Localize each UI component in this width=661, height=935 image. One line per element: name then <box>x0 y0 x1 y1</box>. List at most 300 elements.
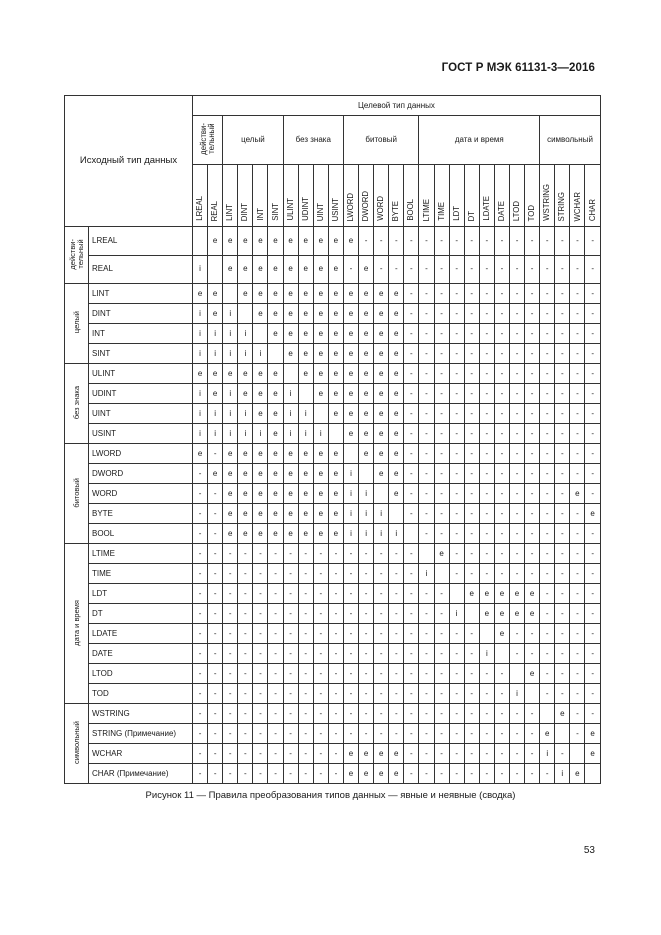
conversion-cell: - <box>555 504 570 524</box>
conversion-cell: - <box>570 255 585 284</box>
conversion-cell: - <box>193 724 208 744</box>
conversion-cell: e <box>343 344 358 364</box>
conversion-cell: - <box>419 344 434 364</box>
conversion-cell: - <box>464 644 479 664</box>
conversion-cell: e <box>343 764 358 784</box>
table-row <box>65 584 601 604</box>
conversion-cell: - <box>434 324 449 344</box>
conversion-cell: - <box>570 544 585 564</box>
conversion-cell: - <box>464 255 479 284</box>
conversion-cell: - <box>374 584 389 604</box>
source-group-header <box>65 284 89 364</box>
target-type-label: UDINT <box>300 197 310 221</box>
conversion-cell: e <box>298 464 313 484</box>
target-type-header <box>238 165 253 227</box>
conversion-cell: - <box>313 544 328 564</box>
conversion-cell: - <box>404 644 419 664</box>
conversion-cell: - <box>540 464 555 484</box>
conversion-cell: - <box>328 564 343 584</box>
conversion-cell: - <box>479 324 494 344</box>
target-type-header <box>464 165 479 227</box>
conversion-cell: - <box>238 664 253 684</box>
target-group-label: действи- тельный <box>198 123 216 155</box>
conversion-cell: - <box>494 704 509 724</box>
conversion-cell: - <box>253 764 268 784</box>
conversion-cell: - <box>193 744 208 764</box>
conversion-cell: e <box>525 584 540 604</box>
conversion-cell: e <box>328 484 343 504</box>
conversion-cell: - <box>555 604 570 624</box>
conversion-cell: e <box>585 724 600 744</box>
conversion-cell: - <box>359 544 374 564</box>
conversion-cell: - <box>404 324 419 344</box>
conversion-cell: e <box>283 524 298 544</box>
conversion-cell: - <box>404 227 419 256</box>
table-row <box>65 484 601 504</box>
conversion-cell: - <box>509 644 524 664</box>
source-type-label: SINT <box>89 344 193 364</box>
source-group-label: целый <box>71 311 81 334</box>
conversion-cell: i <box>298 404 313 424</box>
table-row <box>65 664 601 684</box>
conversion-cell: - <box>479 564 494 584</box>
conversion-cell: - <box>570 404 585 424</box>
conversion-cell: - <box>283 704 298 724</box>
conversion-cell: i <box>359 504 374 524</box>
conversion-cell: - <box>464 424 479 444</box>
conversion-cell: - <box>389 704 404 724</box>
conversion-cell: - <box>570 324 585 344</box>
conversion-cell: e <box>389 444 404 464</box>
source-group-label: дата и время <box>71 599 81 646</box>
conversion-cell: - <box>494 344 509 364</box>
conversion-cell: e <box>343 424 358 444</box>
conversion-cell: - <box>449 444 464 464</box>
conversion-cell: - <box>479 404 494 424</box>
conversion-cell: - <box>525 624 540 644</box>
target-type-label: LTIME <box>421 198 431 221</box>
conversion-cell: - <box>479 684 494 704</box>
conversion-cell: e <box>343 284 358 304</box>
conversion-cell: e <box>283 227 298 256</box>
source-type-label: LWORD <box>89 444 193 464</box>
conversion-cell: - <box>419 404 434 424</box>
conversion-cell: e <box>359 424 374 444</box>
conversion-cell: - <box>253 724 268 744</box>
conversion-cell: - <box>449 764 464 784</box>
table-row <box>65 464 601 484</box>
conversion-cell: e <box>238 444 253 464</box>
conversion-cell: i <box>449 604 464 624</box>
conversion-cell: - <box>494 504 509 524</box>
conversion-cell: e <box>298 444 313 464</box>
conversion-cell: i <box>193 304 208 324</box>
target-type-header <box>449 165 464 227</box>
conversion-cell: - <box>389 684 404 704</box>
conversion-cell: e <box>389 324 404 344</box>
conversion-cell: e <box>223 255 238 284</box>
target-type-title: Целевой тип данных <box>193 96 601 116</box>
conversion-cell: e <box>238 384 253 404</box>
conversion-cell: - <box>208 504 223 524</box>
table-row <box>65 524 601 544</box>
conversion-cell: - <box>298 664 313 684</box>
conversion-cell: - <box>434 304 449 324</box>
conversion-cell: - <box>509 484 524 504</box>
conversion-cell: - <box>585 284 600 304</box>
target-type-header <box>570 165 585 227</box>
target-type-label: DT <box>466 210 476 221</box>
conversion-cell: e <box>253 504 268 524</box>
conversion-cell: - <box>585 304 600 324</box>
source-group-label: без знака <box>71 385 81 420</box>
target-type-header <box>419 165 434 227</box>
conversion-cell: e <box>434 544 449 564</box>
conversion-cell: - <box>555 664 570 684</box>
conversion-cell: e <box>253 444 268 464</box>
conversion-cell: e <box>328 504 343 524</box>
conversion-cell: - <box>509 284 524 304</box>
target-type-label: ULINT <box>285 198 295 221</box>
conversion-cell: - <box>268 604 283 624</box>
conversion-cell: - <box>343 255 358 284</box>
conversion-cell: - <box>374 644 389 664</box>
conversion-cell: - <box>238 584 253 604</box>
conversion-cell <box>389 504 404 524</box>
conversion-cell: - <box>449 744 464 764</box>
conversion-cell: - <box>434 704 449 724</box>
conversion-cell <box>434 564 449 584</box>
conversion-cell: i <box>223 304 238 324</box>
conversion-cell: - <box>193 624 208 644</box>
conversion-cell: - <box>479 744 494 764</box>
conversion-cell: - <box>193 644 208 664</box>
conversion-cell: - <box>208 444 223 464</box>
conversion-cell: - <box>449 284 464 304</box>
conversion-cell: - <box>525 384 540 404</box>
conversion-cell: e <box>238 524 253 544</box>
conversion-cell: - <box>238 644 253 664</box>
conversion-cell: - <box>464 764 479 784</box>
table-row <box>65 344 601 364</box>
target-type-header <box>389 165 404 227</box>
target-title-row <box>65 96 601 116</box>
source-group-label: битовый <box>71 477 81 508</box>
conversion-cell: - <box>479 364 494 384</box>
conversion-cell: - <box>313 644 328 664</box>
conversion-cell: - <box>404 764 419 784</box>
conversion-cell: - <box>328 664 343 684</box>
conversion-cell: - <box>555 227 570 256</box>
conversion-cell: - <box>525 524 540 544</box>
conversion-cell: - <box>585 544 600 564</box>
conversion-cell: - <box>343 624 358 644</box>
target-type-label: LDT <box>451 206 461 221</box>
conversion-cell: - <box>494 724 509 744</box>
conversion-cell: e <box>343 364 358 384</box>
conversion-cell: - <box>298 764 313 784</box>
target-type-label: INT <box>255 208 265 221</box>
conversion-cell: e <box>374 444 389 464</box>
conversion-cell: - <box>585 324 600 344</box>
target-type-label: CHAR <box>587 198 597 221</box>
conversion-cell: e <box>585 504 600 524</box>
conversion-cell <box>464 604 479 624</box>
conversion-cell: e <box>298 227 313 256</box>
conversion-cell: - <box>525 404 540 424</box>
conversion-cell: - <box>359 624 374 644</box>
conversion-cell: - <box>193 484 208 504</box>
conversion-cell: e <box>374 344 389 364</box>
conversion-cell: - <box>509 255 524 284</box>
conversion-cell: - <box>509 364 524 384</box>
target-type-label: WSTRING <box>542 184 552 221</box>
conversion-cell: e <box>268 424 283 444</box>
conversion-cell: - <box>328 704 343 724</box>
conversion-cell: e <box>389 464 404 484</box>
conversion-cell: e <box>283 344 298 364</box>
conversion-cell: e <box>389 424 404 444</box>
conversion-cell: - <box>479 444 494 464</box>
conversion-cell: - <box>555 464 570 484</box>
conversion-cell: i <box>223 404 238 424</box>
conversion-cell: - <box>540 255 555 284</box>
conversion-cell: e <box>238 364 253 384</box>
conversion-cell: e <box>223 504 238 524</box>
conversion-cell: - <box>343 564 358 584</box>
target-type-label: WORD <box>376 196 386 221</box>
table-row <box>65 644 601 664</box>
conversion-cell: e <box>283 324 298 344</box>
conversion-cell: - <box>238 564 253 584</box>
conversion-cell: - <box>419 524 434 544</box>
conversion-cell: e <box>208 464 223 484</box>
conversion-cell: e <box>268 484 283 504</box>
source-type-label: TIME <box>89 564 193 584</box>
conversion-cell: - <box>343 684 358 704</box>
conversion-cell: - <box>494 424 509 444</box>
conversion-cell: - <box>494 544 509 564</box>
conversion-cell: - <box>464 564 479 584</box>
table-row <box>65 724 601 744</box>
conversion-cell: - <box>449 304 464 324</box>
conversion-cell: - <box>464 704 479 724</box>
conversion-cell: - <box>525 464 540 484</box>
conversion-cell: - <box>494 304 509 324</box>
target-type-label: LTOD <box>512 200 522 221</box>
conversion-cell: - <box>570 384 585 404</box>
conversion-cell: - <box>298 724 313 744</box>
conversion-cell: - <box>283 644 298 664</box>
conversion-cell: - <box>585 444 600 464</box>
conversion-cell: e <box>540 724 555 744</box>
conversion-cell: - <box>570 504 585 524</box>
conversion-cell: - <box>223 684 238 704</box>
target-type-header <box>328 165 343 227</box>
conversion-cell: - <box>525 544 540 564</box>
conversion-cell: e <box>223 484 238 504</box>
table-row <box>65 304 601 324</box>
conversion-cell: - <box>540 364 555 384</box>
source-type-title: Исходный тип данных <box>65 96 193 227</box>
conversion-cell: - <box>238 684 253 704</box>
conversion-cell: e <box>328 304 343 324</box>
conversion-cell: - <box>479 384 494 404</box>
conversion-cell: - <box>208 764 223 784</box>
conversion-cell: - <box>389 604 404 624</box>
conversion-cell: e <box>374 384 389 404</box>
conversion-cell: e <box>208 227 223 256</box>
conversion-cell: - <box>464 324 479 344</box>
conversion-cell: - <box>404 664 419 684</box>
conversion-cell: e <box>268 524 283 544</box>
conversion-cell: e <box>389 304 404 324</box>
conversion-cell: - <box>434 255 449 284</box>
conversion-cell: - <box>509 344 524 364</box>
conversion-cell: - <box>570 344 585 364</box>
conversion-cell: - <box>434 464 449 484</box>
conversion-cell: - <box>389 624 404 644</box>
conversion-cell: i <box>540 744 555 764</box>
source-group-header <box>65 227 89 284</box>
conversion-cell: - <box>540 544 555 564</box>
conversion-cell: - <box>389 724 404 744</box>
source-type-label: DINT <box>89 304 193 324</box>
conversion-cell: e <box>313 524 328 544</box>
conversion-cell: - <box>585 604 600 624</box>
conversion-cell: - <box>464 344 479 364</box>
conversion-cell: e <box>585 744 600 764</box>
conversion-cell: - <box>434 227 449 256</box>
conversion-cell: - <box>494 384 509 404</box>
conversion-cell: - <box>570 284 585 304</box>
source-type-label: WORD <box>89 484 193 504</box>
conversion-cell: - <box>359 724 374 744</box>
conversion-cell: i <box>283 404 298 424</box>
conversion-cell <box>540 704 555 724</box>
conversion-cell: - <box>359 604 374 624</box>
conversion-cell: e <box>389 344 404 364</box>
conversion-cell: - <box>419 255 434 284</box>
conversion-cell: - <box>464 524 479 544</box>
conversion-cell: - <box>449 504 464 524</box>
conversion-cell: - <box>509 724 524 744</box>
conversion-cell: i <box>208 424 223 444</box>
source-group-header <box>65 444 89 544</box>
conversion-cell: - <box>494 464 509 484</box>
conversion-cell <box>449 584 464 604</box>
conversion-cell: - <box>449 255 464 284</box>
conversion-cell: e <box>328 284 343 304</box>
conversion-cell: - <box>268 644 283 664</box>
conversion-cell: - <box>555 564 570 584</box>
conversion-cell <box>404 524 419 544</box>
conversion-cell: e <box>298 364 313 384</box>
conversion-cell: - <box>374 684 389 704</box>
table-row <box>65 444 601 464</box>
conversion-cell: - <box>223 764 238 784</box>
conversion-cell: - <box>494 484 509 504</box>
conversion-cell: i <box>238 324 253 344</box>
conversion-cell: e <box>479 584 494 604</box>
conversion-cell: - <box>509 304 524 324</box>
conversion-cell: - <box>193 684 208 704</box>
conversion-cell: i <box>419 564 434 584</box>
conversion-cell: i <box>208 344 223 364</box>
conversion-cell: - <box>389 664 404 684</box>
conversion-cell: - <box>434 744 449 764</box>
conversion-cell: - <box>525 504 540 524</box>
conversion-cell: - <box>404 684 419 704</box>
table-row <box>65 404 601 424</box>
source-type-label: LTIME <box>89 544 193 564</box>
conversion-cell: - <box>223 564 238 584</box>
conversion-cell: - <box>555 284 570 304</box>
conversion-cell: - <box>298 564 313 584</box>
conversion-cell: e <box>268 404 283 424</box>
conversion-cell: - <box>540 644 555 664</box>
conversion-cell: e <box>193 444 208 464</box>
conversion-cell: - <box>208 684 223 704</box>
conversion-cell: - <box>449 484 464 504</box>
conversion-cell: e <box>283 444 298 464</box>
conversion-cell: - <box>419 744 434 764</box>
conversion-cell: - <box>434 504 449 524</box>
conversion-cell: - <box>404 364 419 384</box>
conversion-cell: - <box>479 284 494 304</box>
conversion-cell: - <box>328 624 343 644</box>
conversion-cell: - <box>208 644 223 664</box>
source-type-label: INT <box>89 324 193 344</box>
conversion-cell: - <box>570 704 585 724</box>
conversion-cell: e <box>298 304 313 324</box>
conversion-cell: - <box>464 364 479 384</box>
conversion-cell: e <box>283 504 298 524</box>
conversion-cell: - <box>283 724 298 744</box>
conversion-cell: - <box>434 604 449 624</box>
conversion-cell: e <box>223 227 238 256</box>
conversion-cell: - <box>343 724 358 744</box>
conversion-cell: - <box>540 564 555 584</box>
conversion-cell: e <box>555 704 570 724</box>
conversion-cell: - <box>555 364 570 384</box>
conversion-cell: - <box>525 364 540 384</box>
conversion-cell: - <box>525 304 540 324</box>
conversion-cell: i <box>223 344 238 364</box>
conversion-cell: i <box>253 344 268 364</box>
conversion-cell: - <box>464 384 479 404</box>
conversion-cell: - <box>253 604 268 624</box>
conversion-cell: - <box>509 524 524 544</box>
conversion-cell: e <box>328 464 343 484</box>
conversion-cell: - <box>419 604 434 624</box>
conversion-cell: e <box>253 227 268 256</box>
conversion-cell: e <box>343 304 358 324</box>
target-type-label: STRING <box>557 191 567 221</box>
conversion-cell: - <box>585 584 600 604</box>
conversion-cell: - <box>540 624 555 644</box>
conversion-cell: - <box>585 364 600 384</box>
conversion-cell: - <box>449 644 464 664</box>
conversion-cell: - <box>434 444 449 464</box>
conversion-cell: - <box>540 344 555 364</box>
conversion-cell: e <box>268 464 283 484</box>
conversion-cell: - <box>253 584 268 604</box>
conversion-cell: - <box>419 464 434 484</box>
conversion-cell: e <box>253 384 268 404</box>
conversion-cell: - <box>419 284 434 304</box>
conversion-cell: - <box>494 524 509 544</box>
